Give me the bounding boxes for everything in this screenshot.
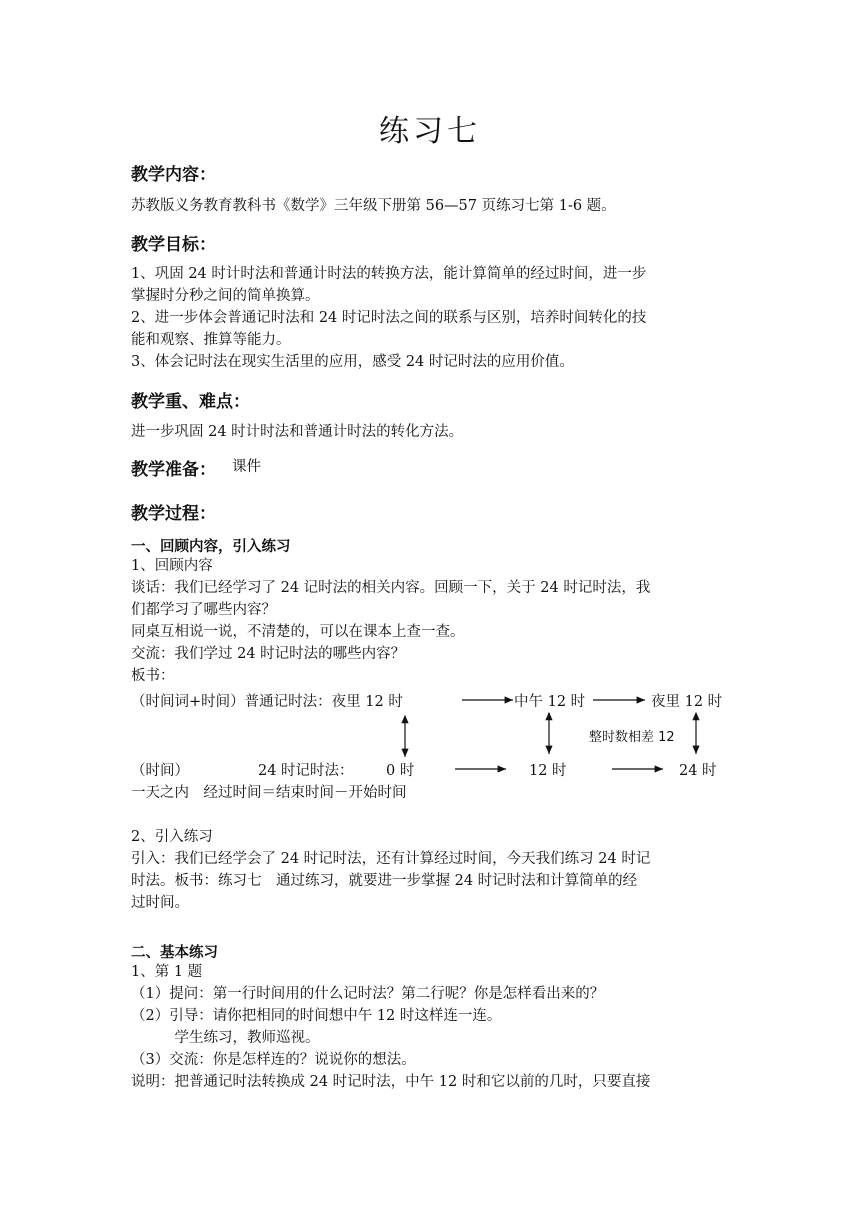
section1-line: 1、回顾内容 [131,558,213,574]
diagram-row1-label: （时间词+时间）普通记时法：夜里 12 时 [131,694,403,710]
goals-line: 掌握时分秒之间的简单换算。 [131,288,320,304]
section1b-line: 过时间。 [131,895,189,911]
section1-title: 一、回顾内容，引入练习 [131,539,291,555]
section1-line: 们都学习了哪些内容？ [131,602,276,618]
goals-line: 2、进一步体会普通记时法和 24 时记时法之间的联系与区别，培养时间转化的技 [131,310,647,326]
prep-text: 课件 [232,459,261,475]
process-heading: 教学过程： [131,504,216,524]
section2-line: 1、第 1 题 [131,964,203,980]
goals-line: 能和观察、推算等能力。 [131,332,291,348]
keypoints-heading: 教学重、难点： [131,392,250,412]
section1-line: 同桌互相说一说，不清楚的，可以在课本上查一查。 [131,624,465,640]
diagram-row2-mid-label: 24 时记时法： [258,763,354,779]
goals-heading: 教学目标： [131,235,216,255]
section2-line: （1）提问：第一行时间用的什么记时法？第二行呢？你是怎样看出来的？ [131,986,605,1002]
section1-line: 谈话：我们已经学习了 24 记时法的相关内容。回顾一下，关于 24 时记时法，我 [131,580,651,596]
section2-line: （3）交流：你是怎样连的？说说你的想法。 [131,1052,416,1068]
goals-line: 1、巩固 24 时计时法和普通计时法的转换方法，能计算简单的经过时间，进一步 [131,266,647,282]
section2-title: 二、基本练习 [131,945,218,961]
section1-line: 交流：我们学过 24 时记时法的哪些内容？ [131,646,406,662]
section1b-line: 引入：我们已经学会了 24 时记时法，还有计算经过时间，今天我们练习 24 时记 [131,851,651,867]
section2-line: 学生练习，教师巡视。 [131,1030,320,1046]
content-heading: 教学内容： [131,165,216,185]
goals-line: 3、体会记时法在现实生活里的应用，感受 24 时记时法的应用价值。 [131,354,574,370]
diagram-row1-end: 夜里 12 时 [651,694,723,710]
prep-heading: 教学准备： [131,460,216,480]
section2-line: 说明：把普通记时法转换成 24 时记时法，中午 12 时和它以前的几时，只要直接 [131,1074,651,1090]
diagram-row2-v12: 12 时 [529,763,567,779]
diagram-row3: 一天之内 经过时间＝结束时间－开始时间 [131,785,407,801]
section2-line: （2）引导：请你把相同的时间想中午 12 时这样连一连。 [131,1008,502,1024]
section1b-line: 时法。板书：练习七 通过练习，就要进一步掌握 24 时记时法和计算简单的经 [131,873,638,889]
page-title: 练习七 [379,114,481,149]
section1-line: 板书： [131,668,175,684]
section1b-line: 2、引入练习 [131,829,213,845]
diagram-row2-v24: 24 时 [679,763,717,779]
diagram-note: 整时数相差 12 [589,730,675,745]
diagram-row2-v0: 0 时 [386,763,415,779]
keypoints-text: 进一步巩固 24 时计时法和普通计时法的转化方法。 [131,424,464,440]
content-text: 苏教版义务教育教科书《数学》三年级下册第 56—57 页练习七第 1-6 题。 [131,198,616,214]
diagram-row2-label: （时间） [131,763,189,779]
diagram-row1-mid: 中午 12 时 [514,694,586,710]
